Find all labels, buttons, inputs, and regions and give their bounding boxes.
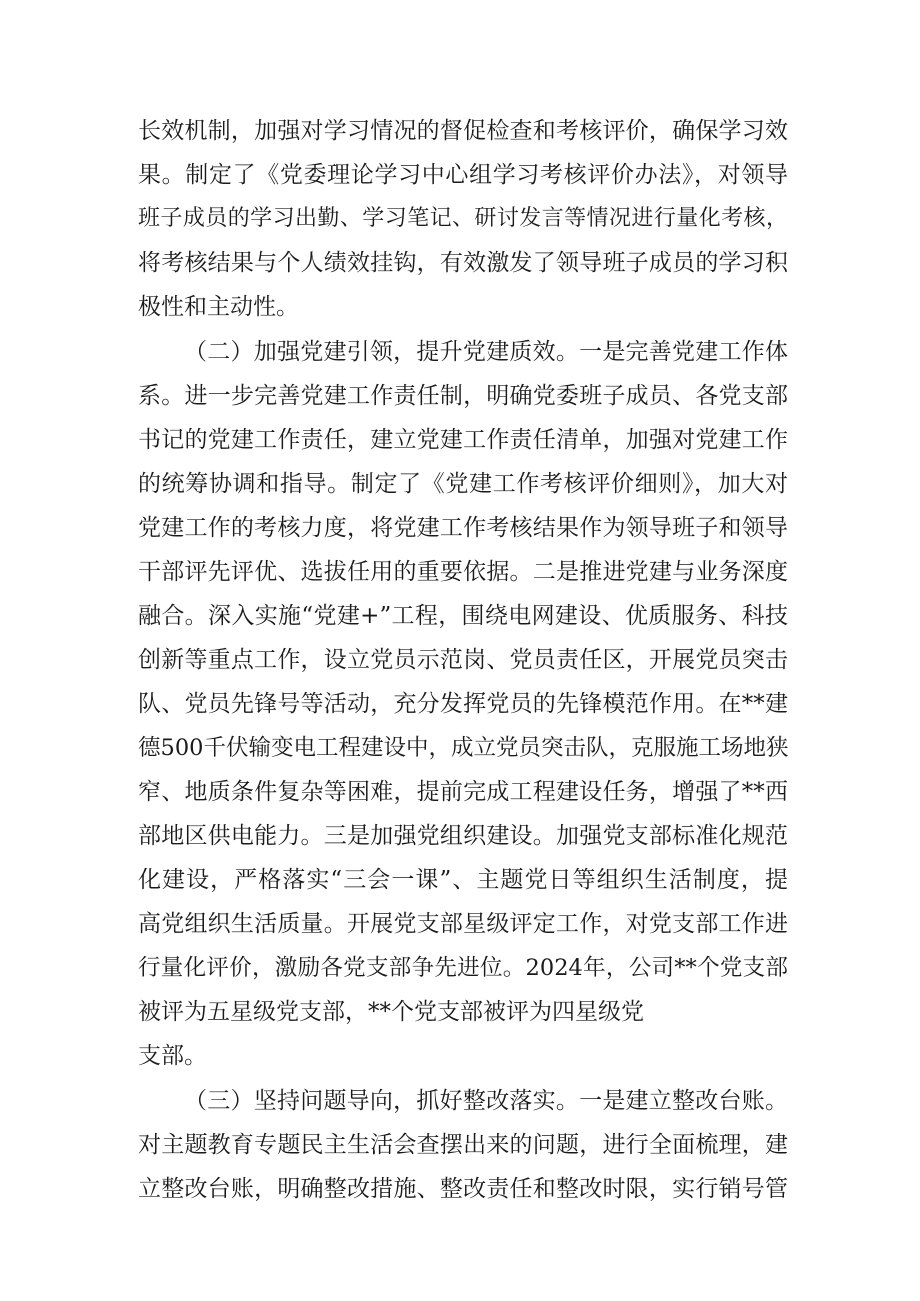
text-line-21: 被评为五星级党支部，**个党支部被评为四星级党	[138, 999, 644, 1025]
text-line-11: 干部评先评优、选拔任用的重要依据。二是推进党建与业务深度	[138, 559, 788, 585]
text-line-22: 支部。	[138, 1043, 207, 1069]
text-line-15: 德500千伏输变电工程建设中，成立党员突击队，克服施工场地狭	[138, 735, 789, 761]
text-line-5: 极性和主动性。	[138, 294, 299, 320]
text-line-10: 党建工作的考核力度，将党建工作考核结果作为领导班子和领导	[138, 515, 788, 541]
text-line-1: 长效机制，加强对学习情况的督促检查和考核评价，确保学习效	[138, 118, 788, 144]
text-line-2: 果。制定了《党委理论学习中心组学习考核评价办法》，对领导	[138, 162, 788, 188]
text-line-9: 的统筹协调和指导。制定了《党建工作考核评价细则》，加大对	[138, 471, 788, 497]
text-line-3: 班子成员的学习出勤、学习笔记、研讨发言等情况进行量化考核，	[138, 206, 788, 231]
text-line-20: 行量化评价，激励各党支部争先进位。2024年，公司**个党支部	[138, 955, 788, 981]
section-3-heading-line: （三）坚持问题导向，抓好整改落实。一是建立整改台账。	[184, 1088, 788, 1114]
text-line-7: 系。进一步完善党建工作责任制，明确党委班子成员、各党支部	[138, 383, 788, 409]
text-line-17: 部地区供电能力。三是加强党组织建设。加强党支部标准化规范	[138, 823, 788, 849]
section-2-heading-line: （二）加强党建引领，提升党建质效。一是完善党建工作体	[184, 339, 788, 365]
text-line-8: 书记的党建工作责任，建立党建工作责任清单，加强对党建工作	[138, 427, 788, 453]
text-line-13: 创新等重点工作，设立党员示范岗、党员责任区，开展党员突击	[138, 647, 788, 673]
text-line-25: 立整改台账，明确整改措施、整改责任和整改时限，实行销号管	[138, 1176, 788, 1202]
text-line-24: 对主题教育专题民主生活会查摆出来的问题，进行全面梳理，建	[138, 1132, 788, 1158]
text-line-19: 高党组织生活质量。开展党支部星级评定工作，对党支部工作进	[138, 911, 788, 937]
text-line-4: 将考核结果与个人绩效挂钩，有效激发了领导班子成员的学习积	[138, 250, 788, 276]
text-line-12: 融合。深入实施“党建+”工程，围绕电网建设、优质服务、科技	[138, 603, 788, 629]
text-line-16: 窄、地质条件复杂等困难，提前完成工程建设任务，增强了**西	[138, 779, 788, 805]
text-line-14: 队、党员先锋号等活动，充分发挥党员的先锋模范作用。在**建	[138, 691, 788, 717]
text-line-18: 化建设，严格落实“三会一课”、主题党日等组织生活制度，提	[138, 867, 788, 893]
